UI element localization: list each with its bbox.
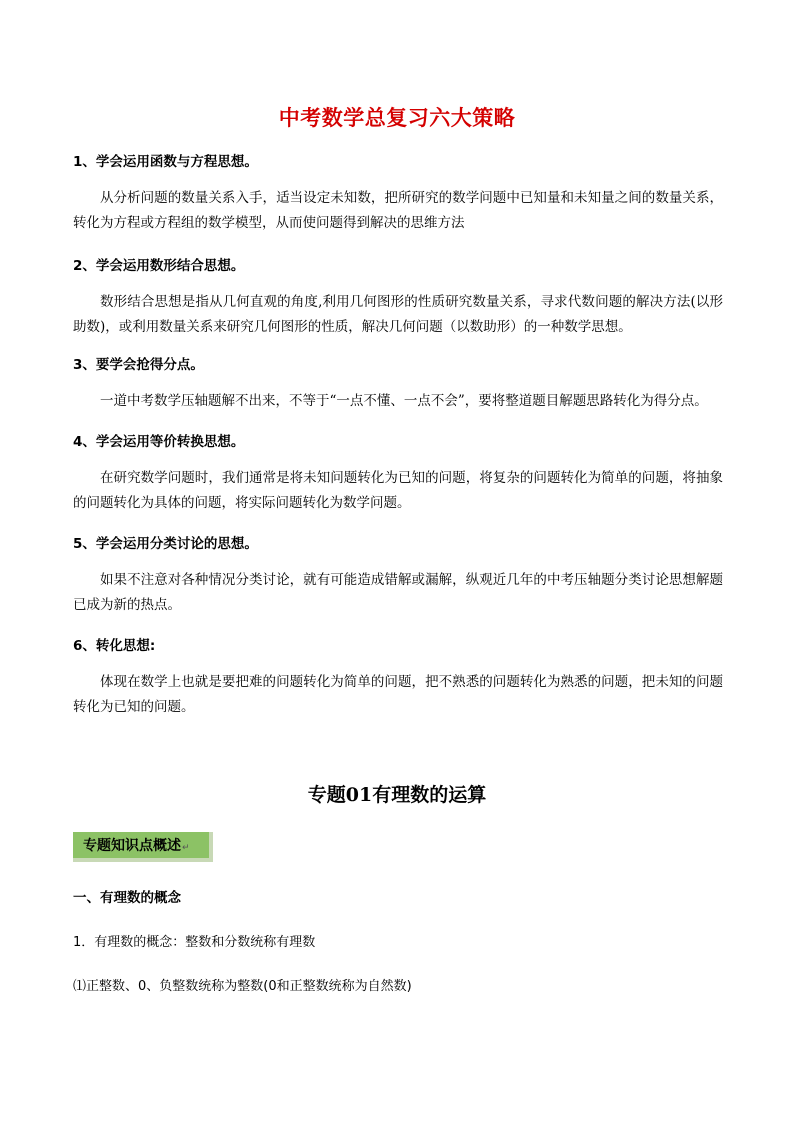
return-mark: ↵ [182, 843, 190, 853]
strategy-body: 在研究数学问题时，我们通常是将未知问题转化为已知的问题，将复杂的问题转化为简单的问题，将抽象的问题转化为具体的问题，将实际问题转化为数学问题。 [73, 470, 723, 511]
page-title: 中考数学总复习六大策略 [278, 106, 516, 130]
strategy-heading: 2、学会运用数形结合思想。 [73, 258, 245, 274]
strategy-body: 数形结合思想是指从几何直观的角度,利用几何图形的性质研究数量关系，寻求代数问题的解决方法(以形助数)，或利用数量关系来研究几何图形的性质，解决几何问题（以数助形）的一种数学思想。 [73, 294, 723, 335]
strategy-5 [73, 534, 723, 618]
strategy-1 [73, 152, 723, 236]
concept-line-2: ⑴正整数、0、负整数统称为整数(0和正整数统称为自然数) [73, 979, 412, 994]
concept-heading: 一、有理数的概念 [73, 890, 181, 906]
strategy-heading: 4、学会运用等价转换思想。 [73, 434, 245, 450]
topic-badge [73, 832, 213, 862]
strategy-body: 体现在数学上也就是要把难的问题转化为简单的问题，把不熟悉的问题转化为熟悉的问题，把未知的问题转化为已知的问题。 [73, 674, 723, 715]
strategy-body: 从分析问题的数量关系入手，适当设定未知数，把所研究的数学问题中已知量和未知量之间的数量关系，转化为方程或方程组的数学模型，从而使问题得到解决的思维方法 [73, 190, 723, 231]
strategy-4 [73, 432, 723, 516]
strategy-heading: 3、要学会抢得分点。 [73, 357, 204, 373]
topic-title: 专题01有理数的运算 [307, 784, 487, 806]
strategy-heading: 5、学会运用分类讨论的思想。 [73, 536, 258, 552]
strategy-body: 一道中考数学压轴题解不出来，不等于“一点不懂、一点不会”，要将整道题目解题思路转化为得分点。 [100, 393, 708, 409]
strategy-2 [73, 256, 723, 340]
strategy-heading: 1、学会运用函数与方程思想。 [73, 154, 258, 170]
strategy-3 [73, 355, 723, 414]
strategy-6 [73, 636, 723, 720]
strategy-heading: 6、转化思想: [73, 638, 156, 654]
badge-label: 专题知识点概述 [83, 838, 181, 854]
concept-line-1: 1．有理数的概念：整数和分数统称有理数 [73, 935, 316, 950]
strategy-body: 如果不注意对各种情况分类讨论，就有可能造成错解或漏解，纵观近几年的中考压轴题分类讨论思想解题已成为新的热点。 [73, 572, 723, 613]
